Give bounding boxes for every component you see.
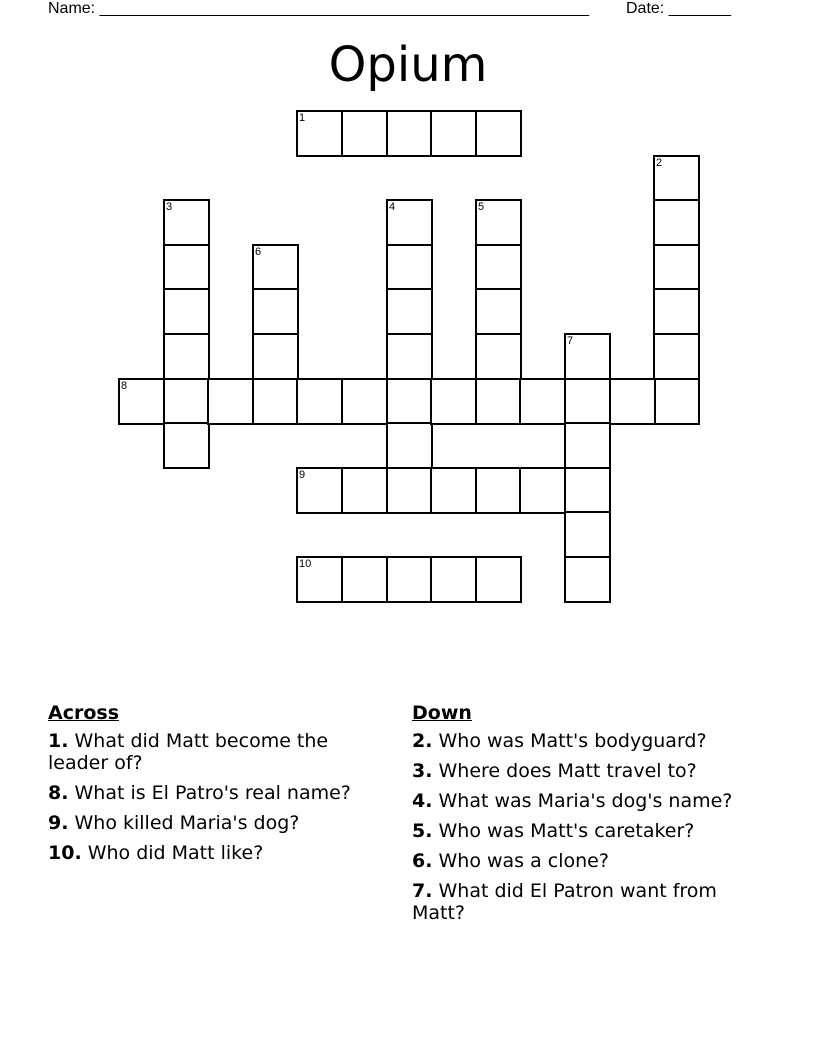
clue-text: What did Matt become the leader of? [48, 730, 329, 774]
crossword-cell[interactable] [296, 467, 343, 514]
clue-number: 4. [412, 790, 433, 812]
crossword-cell[interactable] [430, 556, 477, 603]
crossword-cell[interactable] [163, 378, 210, 425]
crossword-cell[interactable] [653, 155, 700, 202]
crossword-cell[interactable] [609, 378, 656, 425]
clue-text: What is El Patro's real name? [68, 782, 351, 804]
across-clue [48, 842, 378, 864]
crossword-cell[interactable] [386, 288, 433, 335]
crossword-cell[interactable] [564, 422, 611, 469]
clue-number: 9. [48, 812, 69, 834]
clue-text: Who was Matt's bodyguard? [432, 730, 707, 752]
crossword-cell[interactable] [386, 244, 433, 291]
cell-number: 2 [656, 157, 663, 169]
cell-number: 9 [299, 469, 306, 481]
crossword-cell[interactable] [341, 378, 388, 425]
clue-number: 7. [412, 880, 433, 902]
cell-number: 3 [166, 201, 173, 213]
crossword-cell[interactable] [564, 556, 611, 603]
crossword-cell[interactable] [564, 467, 611, 514]
crossword-cell[interactable] [475, 110, 522, 157]
crossword-cell[interactable] [163, 244, 210, 291]
crossword-cell[interactable] [252, 378, 299, 425]
cell-number: 1 [299, 112, 306, 124]
across-clue [48, 730, 378, 774]
down-clue [412, 850, 742, 872]
cell-number: 8 [121, 380, 128, 392]
crossword-cell[interactable] [386, 110, 433, 157]
cell-number: 7 [567, 335, 574, 347]
crossword-cell[interactable] [386, 378, 433, 425]
crossword-cell[interactable] [653, 288, 700, 335]
crossword-cell[interactable] [475, 556, 522, 603]
cell-number: 6 [255, 246, 262, 258]
crossword-cell[interactable] [475, 288, 522, 335]
crossword-cell[interactable] [519, 378, 566, 425]
crossword-cell[interactable] [386, 556, 433, 603]
down-clues [412, 702, 742, 932]
clue-text: What did El Patron want from Matt? [412, 880, 717, 924]
name-field[interactable]: Name: _______________________________________________________ [48, 0, 589, 17]
across-heading: Across [48, 702, 120, 724]
down-clue [412, 730, 742, 752]
crossword-cell[interactable] [564, 511, 611, 558]
crossword-cell[interactable] [386, 199, 433, 246]
date-field[interactable]: Date: _______ [626, 0, 731, 17]
cell-number: 5 [478, 201, 485, 213]
crossword-cell[interactable] [430, 467, 477, 514]
crossword-cell[interactable] [386, 333, 433, 380]
clue-number: 6. [412, 850, 433, 872]
crossword-cell[interactable] [430, 378, 477, 425]
crossword-cell[interactable] [475, 467, 522, 514]
crossword-cell[interactable] [118, 378, 165, 425]
crossword-cell[interactable] [475, 244, 522, 291]
crossword-cell[interactable] [252, 288, 299, 335]
crossword-cell[interactable] [252, 333, 299, 380]
clue-number: 5. [412, 820, 433, 842]
crossword-cell[interactable] [430, 110, 477, 157]
crossword-cell[interactable] [207, 378, 254, 425]
crossword-cell[interactable] [341, 556, 388, 603]
crossword-cell[interactable] [653, 199, 700, 246]
down-clue [412, 880, 742, 924]
clue-text: Who was Matt's caretaker? [432, 820, 695, 842]
crossword-cell[interactable] [653, 333, 700, 380]
clue-number: 8. [48, 782, 69, 804]
crossword-cell[interactable] [296, 556, 343, 603]
cell-number: 10 [299, 558, 312, 570]
crossword-cell[interactable] [163, 199, 210, 246]
clue-number: 1. [48, 730, 69, 752]
across-clue [48, 812, 378, 834]
across-clues [48, 702, 378, 872]
clue-number: 3. [412, 760, 433, 782]
clue-text: Who did Matt like? [81, 842, 264, 864]
clue-text: Who killed Maria's dog? [68, 812, 300, 834]
down-heading: Down [412, 702, 472, 724]
down-clue [412, 760, 742, 782]
clue-text: Who was a clone? [432, 850, 609, 872]
crossword-cell[interactable] [653, 378, 700, 425]
clue-number: 10. [48, 842, 82, 864]
crossword-cell[interactable] [296, 110, 343, 157]
crossword-cell[interactable] [653, 244, 700, 291]
crossword-cell[interactable] [386, 467, 433, 514]
crossword-cell[interactable] [519, 467, 566, 514]
clue-text: What was Maria's dog's name? [432, 790, 733, 812]
crossword-cell[interactable] [341, 467, 388, 514]
crossword-cell[interactable] [163, 422, 210, 469]
crossword-cell[interactable] [564, 378, 611, 425]
cell-number: 4 [389, 201, 396, 213]
crossword-cell[interactable] [475, 378, 522, 425]
crossword-cell[interactable] [252, 244, 299, 291]
down-clue [412, 820, 742, 842]
crossword-cell[interactable] [163, 288, 210, 335]
crossword-cell[interactable] [386, 422, 433, 469]
crossword-cell[interactable] [341, 110, 388, 157]
crossword-cell[interactable] [296, 378, 343, 425]
clue-number: 2. [412, 730, 433, 752]
crossword-cell[interactable] [564, 333, 611, 380]
crossword-cell[interactable] [163, 333, 210, 380]
page-title: Opium [328, 37, 488, 93]
clue-text: Where does Matt travel to? [432, 760, 697, 782]
crossword-cell[interactable] [475, 199, 522, 246]
crossword-cell[interactable] [475, 333, 522, 380]
across-clue [48, 782, 378, 804]
down-clue [412, 790, 742, 812]
